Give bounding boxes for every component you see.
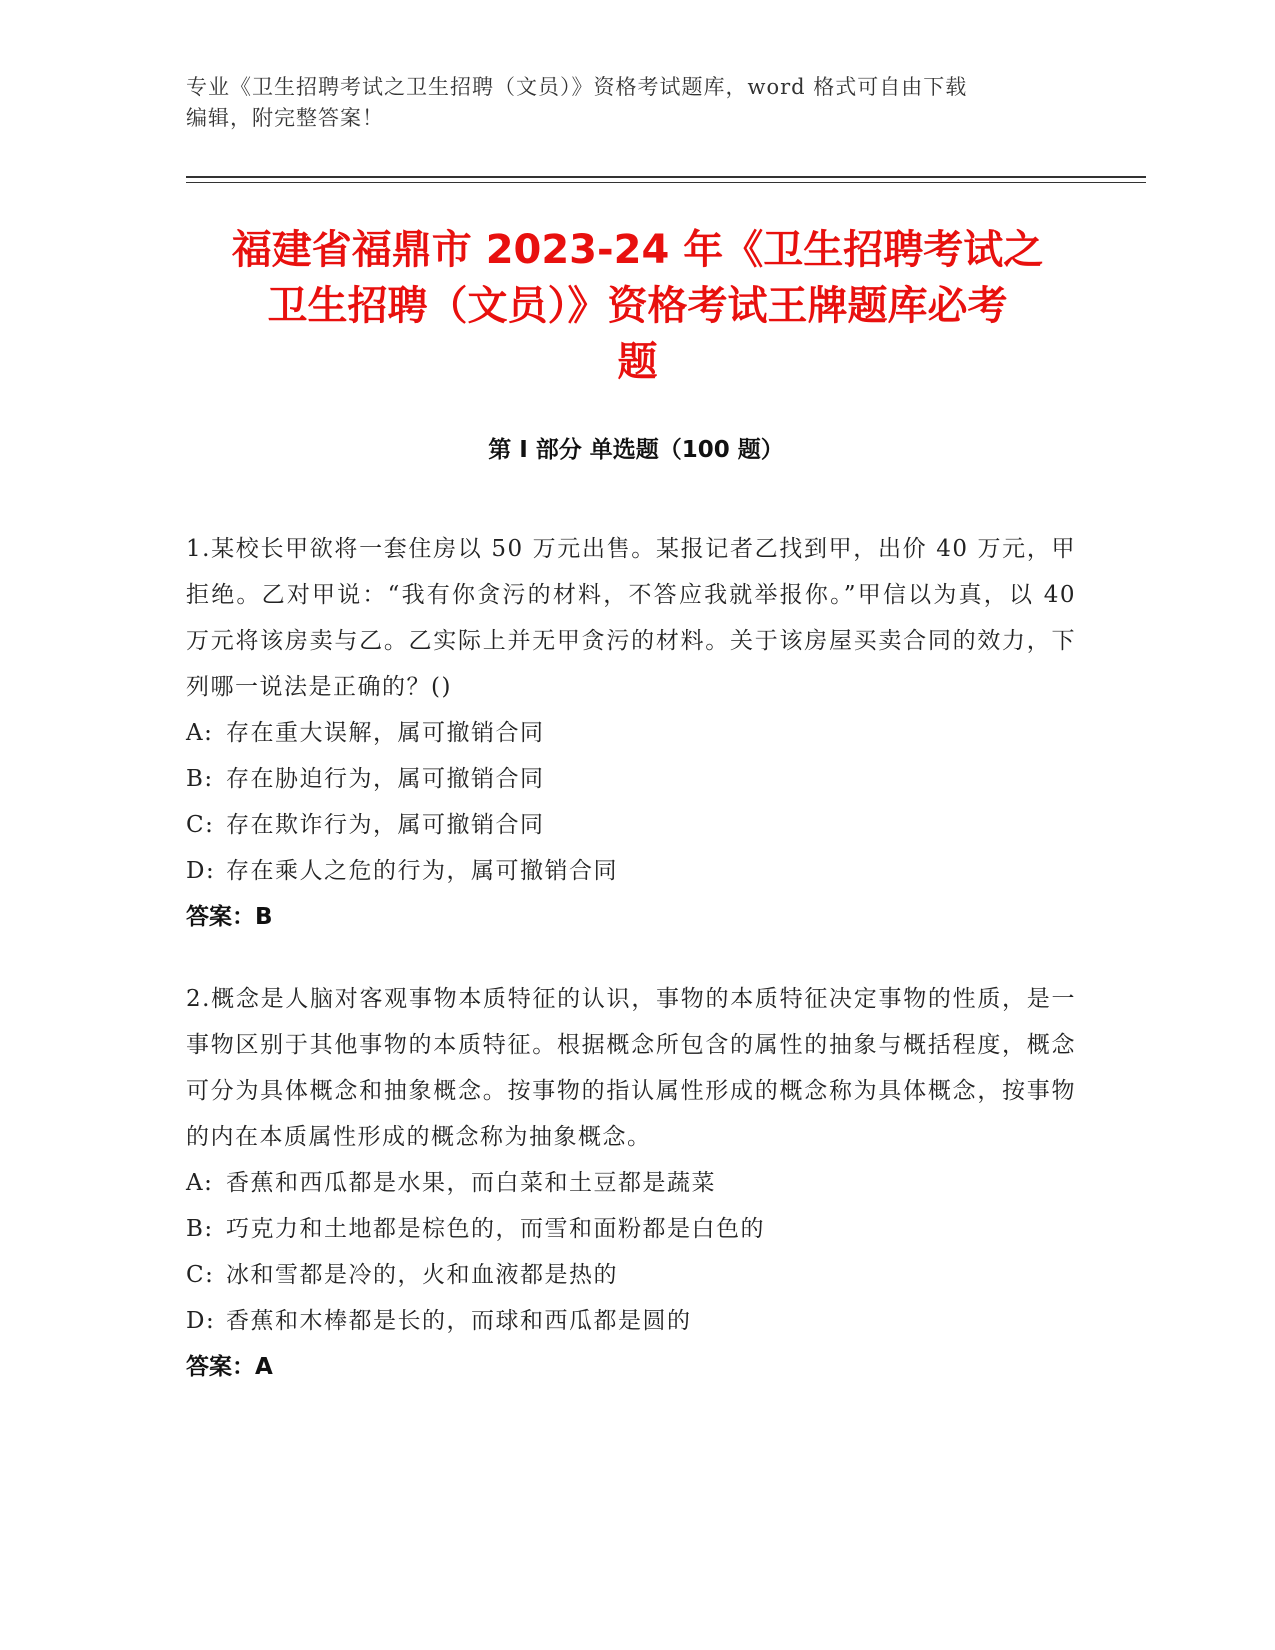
option-label: C:	[186, 812, 215, 838]
option-label: A:	[186, 1170, 214, 1196]
question-item	[186, 526, 1076, 940]
section-title: 第 I 部分 单选题（100 题）	[488, 437, 784, 463]
header-divider-thick	[186, 176, 1146, 178]
question-stem: 2.概念是人脑对客观事物本质特征的认识，事物的本质特征决定事物的性质，是一事物区别于其他事物的本质特征。根据概念所包含的属性的抽象与概括程度，概念可分为具体概念和抽象概念。按事物的指认属性形成的概念称为具体概念，按事物的内在本质属性形成的概念称为抽象概念。	[186, 986, 1076, 1150]
option-d	[186, 1298, 1076, 1344]
option-text: 香蕉和西瓜都是水果，而白菜和土豆都是蔬菜	[226, 1170, 716, 1196]
question-stem: 1.某校长甲欲将一套住房以 50 万元出售。某报记者乙找到甲，出价 40 万元，甲拒绝。乙对甲说：“我有你贪污的材料，不答应我就举报你。”甲信以为真，以 40 万元将该房卖与乙。乙实际上并无甲贪污的材料。关于该房屋买卖合同的效力，下列哪一说法是正确的？()	[186, 536, 1076, 700]
option-label: B:	[186, 1216, 214, 1242]
header-note-line-2: 编辑，附完整答案！	[186, 106, 384, 130]
header-note-line-1: 专业《卫生招聘考试之卫生招聘（文员）》资格考试题库，word 格式可自由下载	[186, 75, 968, 99]
option-text: 存在胁迫行为，属可撤销合同	[226, 766, 545, 792]
option-c	[186, 1252, 1076, 1298]
document-title-line-2: 卫生招聘（文员）》资格考试王牌题库必考	[267, 283, 1008, 329]
option-label: B:	[186, 766, 214, 792]
answer-line: 答案：A	[186, 1354, 273, 1380]
option-label: D:	[186, 1308, 216, 1334]
option-a	[186, 1160, 1076, 1206]
option-text: 存在欺诈行为，属可撤销合同	[226, 812, 545, 838]
option-text: 香蕉和木棒都是长的，而球和西瓜都是圆的	[226, 1308, 692, 1334]
header-divider-thin	[186, 182, 1146, 183]
option-text: 存在乘人之危的行为，属可撤销合同	[226, 858, 618, 884]
option-a	[186, 710, 1076, 756]
option-label: C:	[186, 1262, 215, 1288]
option-c	[186, 802, 1076, 848]
document-title-line-1: 福建省福鼎市 2023-24 年《卫生招聘考试之	[231, 227, 1044, 273]
header-note	[186, 72, 1066, 134]
answer-line: 答案：B	[186, 904, 273, 930]
document-title	[180, 222, 1095, 390]
option-text: 冰和雪都是冷的，火和血液都是热的	[226, 1262, 618, 1288]
option-label: A:	[186, 720, 214, 746]
question-item	[186, 976, 1076, 1390]
option-b	[186, 1206, 1076, 1252]
option-d	[186, 848, 1076, 894]
document-title-line-3: 题	[617, 339, 658, 385]
option-text: 存在重大误解，属可撤销合同	[226, 720, 545, 746]
option-text: 巧克力和土地都是棕色的，而雪和面粉都是白色的	[226, 1216, 765, 1242]
option-label: D:	[186, 858, 216, 884]
option-b	[186, 756, 1076, 802]
